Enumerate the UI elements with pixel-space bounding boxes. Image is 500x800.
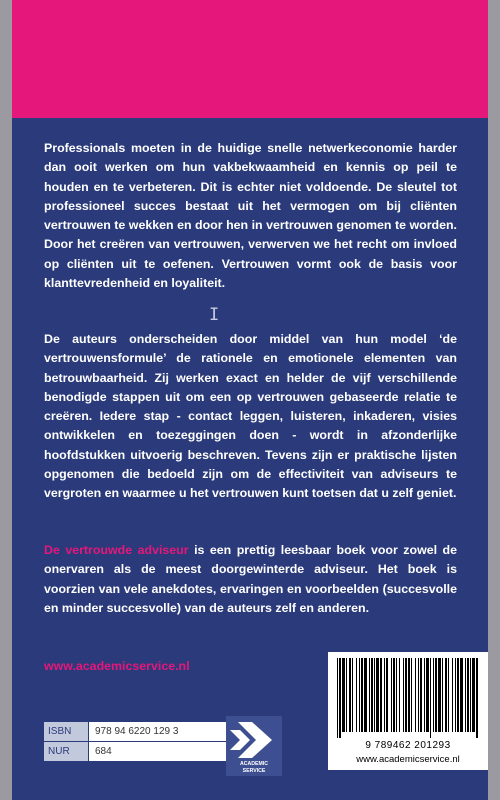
barcode-bar [342,658,345,732]
blurb-paragraph-3-text: is een prettig leesbaar boek voor zowel de onervaren als de meest doorgewinterde adviseur. Het boek is voorzien van vele anekdotes, ervaringen en voorbeelden (succesvolle en minder succesvolle) van de auteurs zelf en anderen. [44,543,457,615]
barcode-bar [356,658,357,732]
barcode-bar [467,658,469,732]
barcode-bar [470,658,471,732]
barcode-bar [445,658,447,732]
barcode-bar [337,658,338,738]
barcode-bar [349,658,351,732]
barcode-bar [442,658,443,732]
barcode-bar [374,658,375,732]
blurb-paragraph-3 [44,541,457,618]
barcode-bar [460,658,463,732]
barcode-bar [424,658,425,732]
barcode-bar [418,658,419,732]
academic-service-logo [226,716,282,776]
barcode-website: www.academicservice.nl [356,754,460,765]
barcode-bar [472,658,475,732]
barcode-bar [386,658,388,732]
barcode-bar [359,658,360,732]
barcode-bar [455,658,456,732]
barcode-bar [393,658,395,732]
barcode-bar [384,658,385,732]
book-back-cover [12,0,488,800]
barcode-bar [476,658,478,738]
nur-value: 684 [89,742,227,761]
barcode-bar [415,658,416,732]
barcode-bar [433,658,434,732]
blurb-paragraph-2: De auteurs onderscheiden door middel van hun model ‘de vertrouwensformule’ de rationele en emotionele elementen van betrouwbaarheid. Zij werken exact en helder de vijf verschillende benodigde stappen uit om een op vertrouwen gebaseerde relatie te creëren. Iedere stap - contact leggen, luisteren, inkaderen, visies ontwikkelen en toezeggingen doen - wordt in afzonderlijke hoofdstukken uitvoerig beschreven. Tevens zijn er praktische lijsten opgenomen die bedoeld zijn om de effectiviteit van adviseurs te vergroten en waarmee u het vertrouwen kunt toetsen dat u zelf geniet. [44,332,457,501]
barcode-bar [435,658,437,732]
text-cursor-icon: I [209,305,220,325]
barcode-bar [452,658,453,732]
barcode-number: 9 789462 201293 [365,740,451,751]
barcode-panel [328,652,488,770]
barcode-bar [352,658,353,732]
barcode-bar [405,658,407,732]
barcode-bar [448,658,449,732]
barcode-bar [403,658,404,732]
book-title-highlight: De vertrouwde adviseur [44,543,189,557]
barcode-bar [457,658,459,732]
barcode [335,658,481,738]
isbn-value: 978 94 6220 129 3 [89,722,227,741]
blurb-paragraph-1: Professionals moeten in de huidige snelle netwerkeconomie harder dan ooit werken om hun vakbekwaamheid en kennis op peil te houden en te verbeteren. Dit is echter niet voldoende. De sleutel tot professioneel succes bestaat uit het vermogen om bij cliënten vertrouwen te wekken en door hen in vertrouwen genomen te worden. Door het creëren van vertrouwen, verwerven we het recht om invloed op cliënten uit te oefenen. Vertrouwen vormt ook de basis voor klanttevredenheid en loyaliteit. [44,141,457,291]
barcode-bar [364,658,367,732]
barcode-bar [391,658,392,732]
barcode-bar [369,658,370,732]
barcode-bar [380,658,382,732]
publisher-website-link[interactable]: www.academicservice.nl [44,659,190,673]
barcode-bar [346,658,347,732]
barcode-bar [465,658,466,732]
barcode-bar [339,658,341,738]
barcode-bar [399,658,400,732]
isbn-label: ISBN [44,722,88,741]
barcode-bar [361,658,363,732]
barcode-bar [438,658,441,732]
barcode-bar [371,658,373,732]
barcode-bar [408,658,410,732]
barcode-bar [420,658,422,732]
barcode-bar [430,658,431,738]
nur-label: NUR [44,742,88,761]
barcode-bar [411,658,412,732]
barcode-bar [426,658,429,732]
svg-text:SERVICE: SERVICE [242,768,266,774]
barcode-bar [376,658,379,732]
barcode-bar [396,658,397,732]
pink-header-band [12,0,488,118]
svg-text:ACADEMIC: ACADEMIC [240,761,268,767]
